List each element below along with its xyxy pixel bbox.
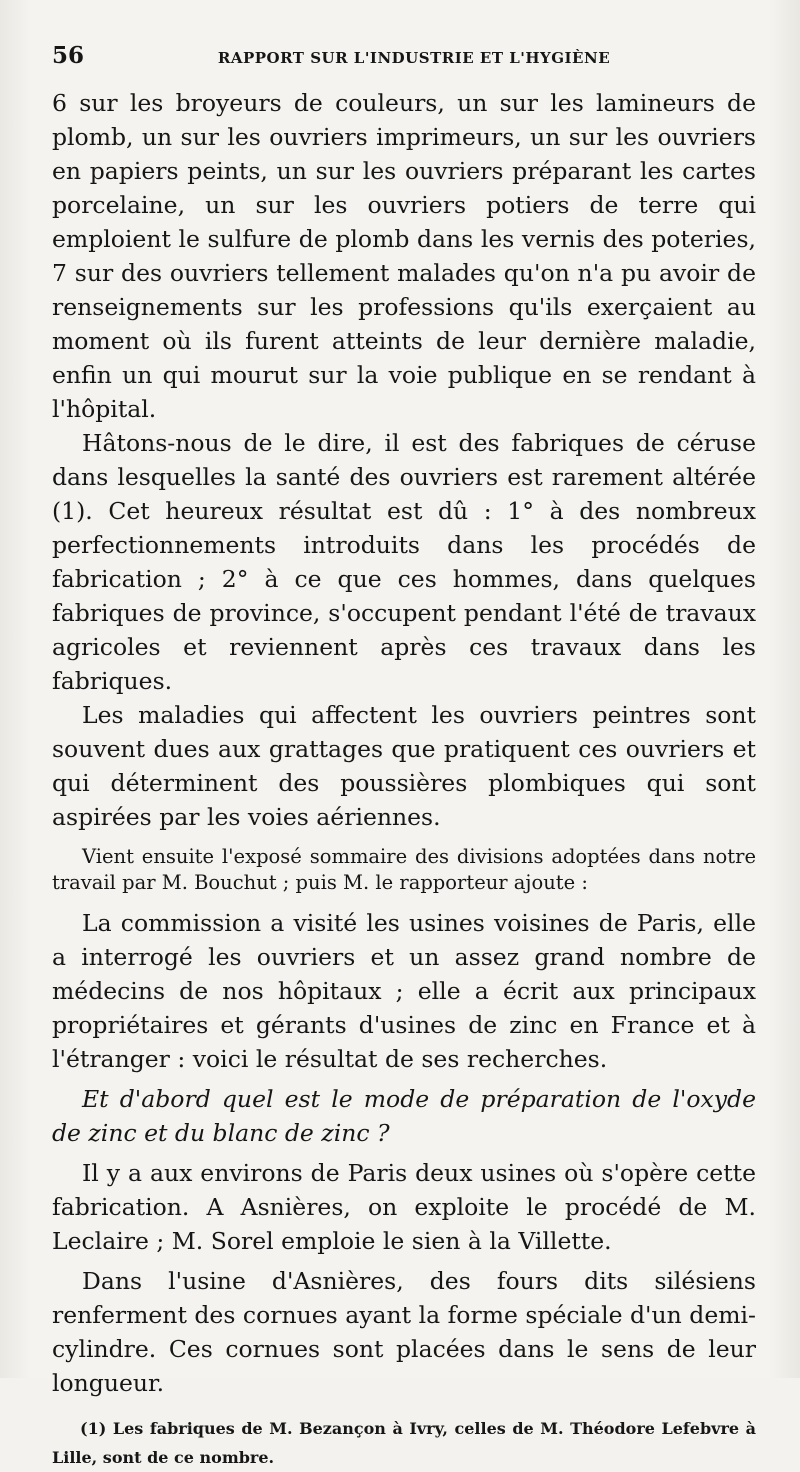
paragraph-peintres: Les maladies qui affectent les ouvriers peintres sont souvent dues aux grattages que pratiquent ces ouvriers et qui déterminent des poussières plombiques qui sont aspirées par les voies aériennes. [52, 701, 756, 831]
paragraph-asnieres: Dans l'usine d'Asnières, des fours dits silésiens renferment des cornues ayant la forme spéciale d'un demi-cylindre. Ces cornues sont placées dans le sens de leur longueur. [52, 1267, 756, 1397]
footnote: (1) Les fabriques de M. Bezançon à Ivry, celles de M. Théodore Lefebvre à Lille, sont de ce nombre. [52, 1419, 756, 1467]
running-head [52, 42, 756, 82]
paragraph-summary: Vient ensuite l'exposé sommaire des divisions adoptées dans notre travail par M. Bouchut ; puis M. le rapporteur ajoute : [52, 845, 756, 894]
paragraph-question: Et d'abord quel est le mode de préparation de l'oxyde de zinc et du blanc de zinc ? [52, 1085, 756, 1147]
paragraph-commission: La commission a visité les usines voisines de Paris, elle a interrogé les ouvriers et un assez grand nombre de médecins de nos hôpitaux ; elle a écrit aux principaux propriétaires et gérants d'usines de zinc en France et à l'étranger : voici le résultat de ses recherches. [52, 909, 756, 1073]
page-number: 56 [52, 42, 85, 69]
paragraph-ceruse: Hâtons-nous de le dire, il est des fabriques de céruse dans lesquelles la santé des ouvriers est rarement altérée (1). Cet heureux résultat est dû : 1° à des nombreux perfectionnements introduits dans les procédés de fabrication ; 2° à ce que ces hommes, dans quelques fabriques de province, s'occupent pendant l'été de travaux agricoles et reviennent après ces travaux dans les fabriques. [52, 429, 756, 695]
paragraph-usines: Il y a aux environs de Paris deux usines où s'opère cette fabrication. A Asnières, on exploite le procédé de M. Leclaire ; M. Sorel emploie le sien à la Villette. [52, 1159, 756, 1255]
body-text [52, 86, 756, 1400]
running-title: RAPPORT SUR L'INDUSTRIE ET L'HYGIÈNE [217, 49, 611, 67]
paragraph-continuation: 6 sur les broyeurs de couleurs, un sur les lamineurs de plomb, un sur les ouvriers imprimeurs, un sur les ouvriers en papiers peints, un sur les ouvriers préparant les cartes porcelaine, un sur les ouvriers potiers de terre qui emploient le sulfure de plomb dans les vernis des poteries, 7 sur des ouvriers tellement malades qu'on n'a pu avoir de renseignements sur les professions qu'ils exerçaient au moment où ils furent atteints de leur dernière maladie, enfin un qui mourut sur la voie publique en se rendant à l'hôpital. [52, 89, 756, 423]
